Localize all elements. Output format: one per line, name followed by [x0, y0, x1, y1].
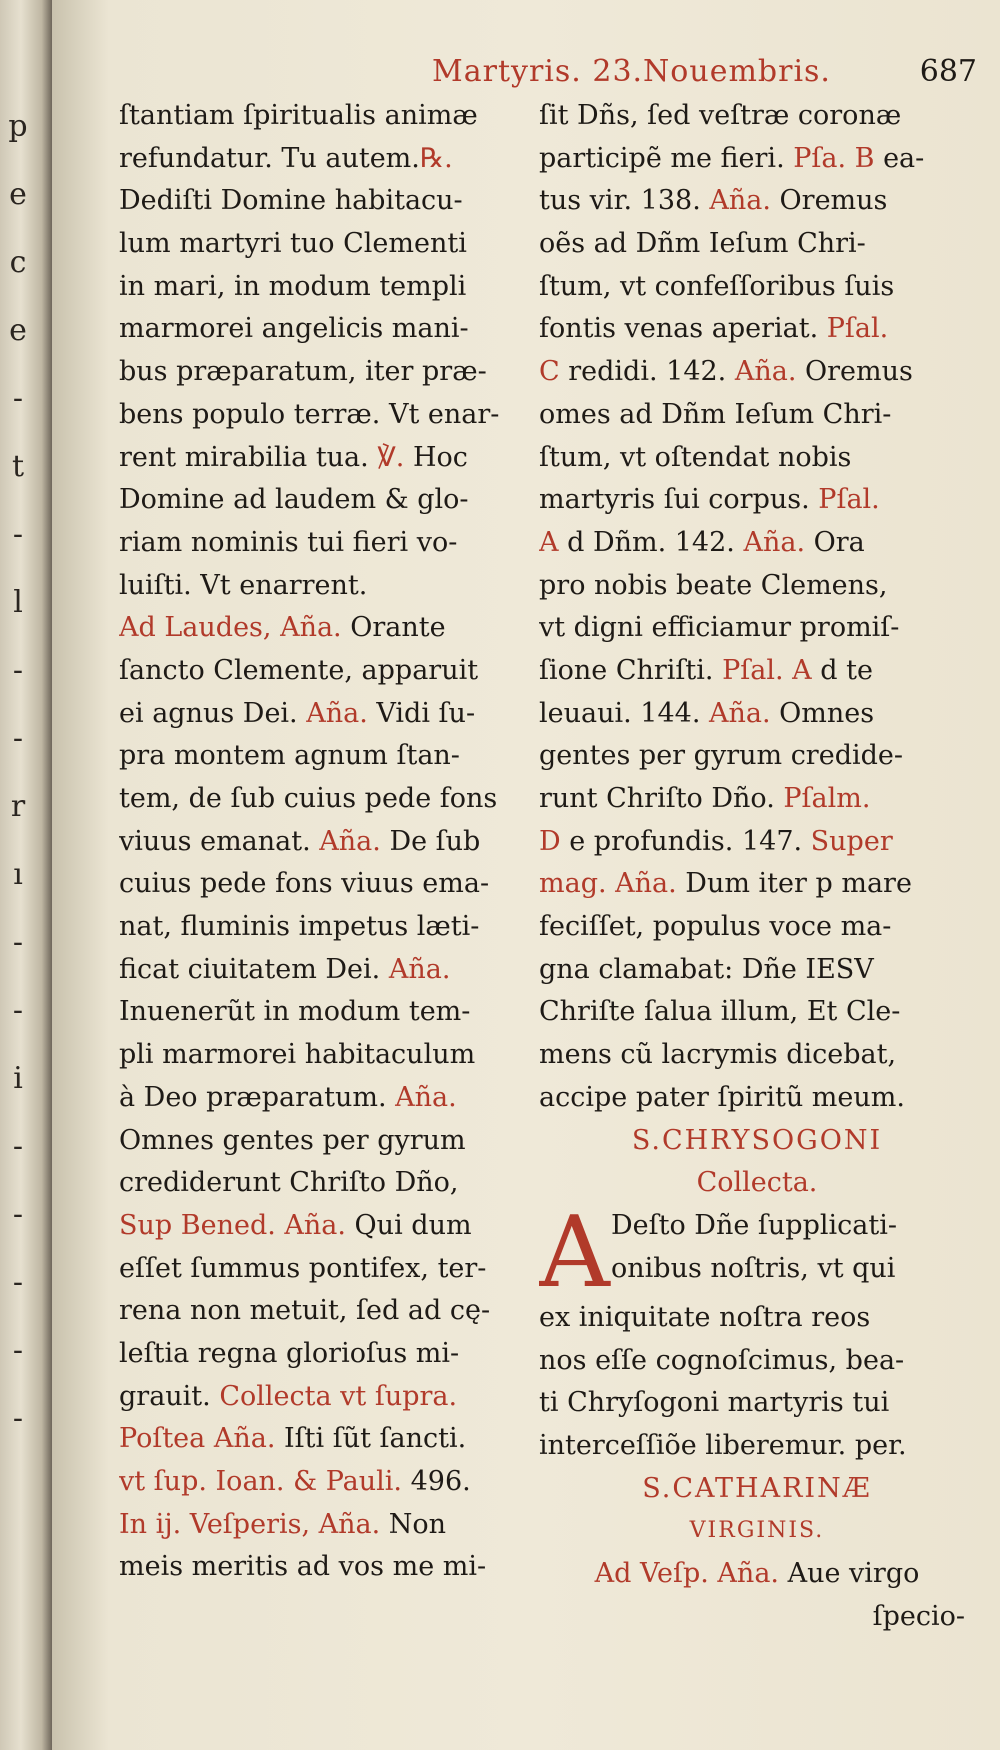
right-text-line [539, 735, 975, 778]
rubric-text: ℣. [377, 441, 405, 473]
body-text: rent mirabilia tua. [119, 441, 378, 473]
left-text-line [119, 650, 531, 693]
body-text: Iſti ſũt ſancti. [275, 1423, 467, 1455]
body-text: leſtia regna glorioſus mi- [119, 1337, 460, 1369]
body-text: Vidi ſu- [367, 697, 476, 729]
right-text-line [539, 180, 975, 223]
body-text: d te [811, 654, 873, 686]
body-text: in mari, in modum templi [119, 270, 467, 302]
left-text-line [119, 1461, 531, 1504]
body-text: ſtantiam ſpiritualis animæ [119, 100, 478, 131]
body-text: ſit Dñs, ſed veſtræ coronæ [539, 100, 902, 131]
left-text-line [119, 991, 531, 1034]
left-text-line [119, 437, 531, 480]
right-text-line [539, 991, 975, 1034]
body-text: Ora [805, 526, 865, 558]
right-text-line [539, 693, 975, 736]
body-text: Domine ad laudem & glo- [119, 484, 469, 516]
body-text: ſancto Clemente, apparuit [119, 654, 479, 686]
binding-gutter [0, 0, 52, 1750]
left-text-line [119, 821, 531, 864]
body-text: meis meritis ad vos me mi- [119, 1551, 487, 1583]
bleed-through-glyph: t [11, 449, 25, 484]
left-text-line [119, 479, 531, 522]
body-text: nat, fluminis impetus læti- [119, 911, 480, 943]
right-text-line [539, 95, 975, 138]
body-text: rena non metuit, ſed ad cę- [119, 1295, 491, 1327]
rubric-text: Aña. [743, 526, 806, 558]
bleed-through-glyph: r [10, 789, 26, 824]
right-text-line [539, 863, 975, 906]
body-text: Non [380, 1508, 447, 1540]
body-text: bens populo terræ. Vt enar- [119, 398, 500, 430]
body-text: Dum iter p mare [676, 868, 912, 900]
rubric-text: Ad Laudes, Aña. [119, 612, 342, 644]
rubric-text: Sup Bened. Aña. [119, 1209, 346, 1241]
bleed-through-glyph: e [9, 313, 27, 348]
rubric-text: Aña. [734, 356, 797, 388]
body-text: ei agnus Dei. [119, 697, 307, 729]
book-page [52, 0, 1000, 1750]
right-column-top-text [539, 95, 975, 1120]
left-text-line [119, 1077, 531, 1120]
collect-paragraph [539, 1195, 975, 1468]
rubric-text: Aña. [306, 697, 368, 729]
body-text: De ſub [380, 825, 481, 857]
rubric-text: Aña. [319, 825, 381, 857]
body-text: crediderunt Chriſto Dño, [119, 1167, 459, 1199]
rubric-text: Pſal. [818, 484, 880, 516]
rubric-text: C [539, 356, 560, 388]
body-text: tus vir. 138. [539, 185, 710, 217]
page-number: 687 [919, 54, 977, 89]
left-text-line [119, 693, 531, 736]
body-text: à Deo præparatum. [119, 1081, 396, 1113]
section-heading-chrysogoni: S.CHRYSOGONI [631, 1124, 883, 1156]
body-text: pli marmorei habitaculum [119, 1039, 476, 1071]
rubric-text: Pſa. B [793, 142, 875, 174]
body-text: gentes per gyrum credide- [539, 740, 903, 772]
body-text: ſtum, vt oſtendat nobis [539, 441, 852, 473]
body-text: riam nominis tui fieri vo- [119, 526, 458, 558]
left-text-line [119, 266, 531, 309]
body-text: fontis venas aperiat. [539, 313, 827, 345]
body-text: Qui dum [345, 1209, 472, 1241]
body-text: grauit. [119, 1380, 220, 1412]
bleed-through-glyph: - [12, 993, 24, 1028]
bleed-through-glyph: - [12, 925, 24, 960]
bleed-through-glyph: - [12, 1401, 24, 1436]
bleed-through-glyph: p [8, 109, 28, 144]
left-text-line [119, 949, 531, 992]
vespers-label: Ad Veſp. Aña. [594, 1558, 779, 1589]
section-heading-catharinae: S.CATHARINÆ [642, 1472, 872, 1504]
right-text-line [539, 949, 975, 992]
right-text-line [539, 479, 975, 522]
body-text: Hoc [404, 441, 468, 473]
body-text: leuaui. 144. [539, 697, 709, 729]
right-text-line [539, 778, 975, 821]
rubric-text: Aña. [709, 185, 771, 217]
body-text: eſſet ſummus pontifex, ter- [119, 1252, 487, 1284]
left-text-line [119, 1120, 531, 1163]
left-text-line [119, 906, 531, 949]
body-text: refundatur. Tu autem. [119, 142, 420, 174]
left-text-line [119, 565, 531, 608]
body-text: redidi. 142. [559, 356, 735, 388]
body-text: Oremus [796, 356, 913, 388]
body-text: d Dñm. 142. [558, 526, 744, 558]
body-text: Inuenerũt in modum tem- [119, 996, 471, 1028]
bleed-through-glyph: l [13, 585, 23, 620]
right-text-line [539, 437, 975, 480]
bleed-through-glyph: - [12, 1333, 24, 1368]
right-text-line [539, 1034, 975, 1077]
left-text-line [119, 1418, 531, 1461]
right-text-line [539, 821, 975, 864]
body-text: 496. [402, 1466, 471, 1497]
right-text-line [539, 565, 975, 608]
running-header [432, 48, 977, 96]
bleed-through-glyph: c [9, 245, 27, 280]
right-text-line [539, 223, 975, 266]
left-text-line [119, 607, 531, 650]
body-text: marmorei angelicis mani- [119, 313, 469, 345]
rubric-text: Aña. [395, 1081, 457, 1113]
body-text: participẽ me fieri. [539, 142, 794, 174]
right-text-line [539, 351, 975, 394]
left-text-line [119, 1376, 531, 1419]
body-text: ea- [874, 142, 925, 174]
rubric-text: ℞. [419, 142, 453, 174]
left-text-line [119, 180, 531, 223]
left-text-line [119, 394, 531, 437]
body-text: feciſſet, populus voce ma- [539, 911, 892, 943]
body-text: cuius pede fons viuus ema- [119, 868, 490, 900]
vespers-line [539, 1553, 975, 1596]
left-text-line [119, 308, 531, 351]
collect-line: ex iniquitate noſtra reos [539, 1301, 871, 1333]
body-text: oẽs ad Dñm Ieſum Chri- [539, 228, 866, 260]
left-text-line [119, 1546, 531, 1589]
body-text: Orante [341, 612, 446, 644]
header-title: Martyris. 23.Nouembris. [432, 54, 831, 89]
right-text-line [539, 308, 975, 351]
body-text: ſione Chriſti. [539, 654, 723, 686]
body-text: ſtum, vt confeſſoribus ſuis [539, 270, 895, 302]
left-text-line [119, 1162, 531, 1205]
rubric-text: In ij. Veſperis, Aña. [119, 1508, 381, 1540]
body-text: Oremus [770, 185, 888, 217]
rubric-text: A [539, 526, 559, 558]
rubric-text: Super [810, 825, 893, 857]
right-text-line [539, 266, 975, 309]
bleed-through-glyph: - [12, 381, 24, 416]
left-text-line [119, 1034, 531, 1077]
left-text-line [119, 95, 531, 138]
rubric-text: Collecta vt ſupra. [219, 1380, 458, 1412]
left-text-line [119, 1333, 531, 1376]
rubric-text: Poſtea Aña. [119, 1423, 276, 1455]
body-text: accipe pater ſpiritũ meum. [539, 1081, 905, 1113]
body-text: pro nobis beate Clemens, [539, 569, 888, 601]
right-text-line [539, 906, 975, 949]
bleed-through-glyph: - [12, 1197, 24, 1232]
body-text: viuus emanat. [119, 825, 320, 857]
right-text-line [539, 522, 975, 565]
collect-line: onibus noſtris, vt qui [611, 1252, 896, 1284]
left-text-line [119, 351, 531, 394]
bleed-through-glyph: - [12, 653, 24, 688]
left-text-line [119, 1290, 531, 1333]
collect-line: nos eſſe cognoſcimus, bea- [539, 1344, 905, 1376]
rubric-text: Aña. [709, 697, 771, 729]
body-text: lum martyri tuo Clementi [119, 228, 467, 260]
catchword: ſpecio- [872, 1600, 965, 1632]
left-text-line [119, 223, 531, 266]
left-text-line [119, 863, 531, 906]
left-text-line [119, 735, 531, 778]
body-text: Omnes [770, 697, 875, 729]
body-text: tem, de ſub cuius pede fons [119, 783, 498, 814]
bleed-through-glyph: i [13, 1061, 23, 1096]
body-text: Omnes gentes per gyrum [119, 1124, 466, 1156]
left-column [119, 95, 531, 1655]
left-text-line [119, 1248, 531, 1291]
right-column [539, 95, 975, 1655]
body-text: ficat ciuitatem Dei. [119, 953, 389, 985]
rubric-text: Aña. [388, 953, 451, 985]
right-text-line [539, 650, 975, 693]
right-text-line [539, 138, 975, 181]
bleed-through-glyph: - [12, 721, 24, 756]
body-text: vt digni efficiamur promiſ- [539, 612, 900, 644]
body-text: bus præparatum, iter præ- [119, 356, 487, 388]
rubric-text: Pſal. [826, 313, 889, 345]
vespers-text: Aue virgo [779, 1558, 920, 1589]
bleed-through-glyph: - [12, 1129, 24, 1164]
collect-line: Deſto Dñe ſupplicati- [611, 1209, 897, 1241]
body-text: omes ad Dñm Ieſum Chri- [539, 398, 892, 430]
bleed-through-glyph: - [12, 1265, 24, 1300]
body-text: e profundis. 147. [560, 825, 811, 857]
virginis-heading: VIRGINIS. [689, 1518, 825, 1544]
bleed-through-glyph: e [9, 177, 27, 212]
body-text: martyris ſui corpus. [539, 484, 819, 516]
right-text-line [539, 607, 975, 650]
left-text-line [119, 522, 531, 565]
body-text: Chriſte ſalua illum, Et Cle- [539, 996, 901, 1028]
body-text: Dediſti Domine habitacu- [119, 185, 463, 217]
right-text-line [539, 1077, 975, 1120]
left-text-line [119, 778, 531, 821]
left-text-line [119, 1504, 531, 1547]
collect-line: ti Chryſogoni martyris tui [539, 1387, 890, 1419]
left-text-line [119, 1205, 531, 1248]
body-text: pra montem agnum ſtan- [119, 740, 460, 772]
rubric-text: vt ſup. Ioan. & Pauli. [119, 1466, 402, 1497]
right-text-line [539, 394, 975, 437]
drop-cap: A [539, 1195, 610, 1310]
collect-line: interceſſiõe liberemur. per. [539, 1429, 907, 1461]
bleed-through-glyph: ı [13, 857, 23, 892]
left-text-line [119, 138, 531, 181]
body-text: luiſti. Vt enarrent. [119, 569, 368, 601]
rubric-text: Pſalm. [783, 783, 871, 814]
collecta-heading: Collecta. [696, 1167, 818, 1199]
rubric-text: Pſal. A [722, 654, 812, 686]
body-text: mens cũ lacrymis dicebat, [539, 1039, 897, 1071]
rubric-text: mag. Aña. [539, 868, 677, 900]
rubric-text: D [539, 825, 561, 857]
body-text: runt Chriſto Dño. [539, 783, 784, 814]
bleed-through-glyph: - [12, 517, 24, 552]
body-text: gna clamabat: Dñe IESV [539, 953, 874, 985]
